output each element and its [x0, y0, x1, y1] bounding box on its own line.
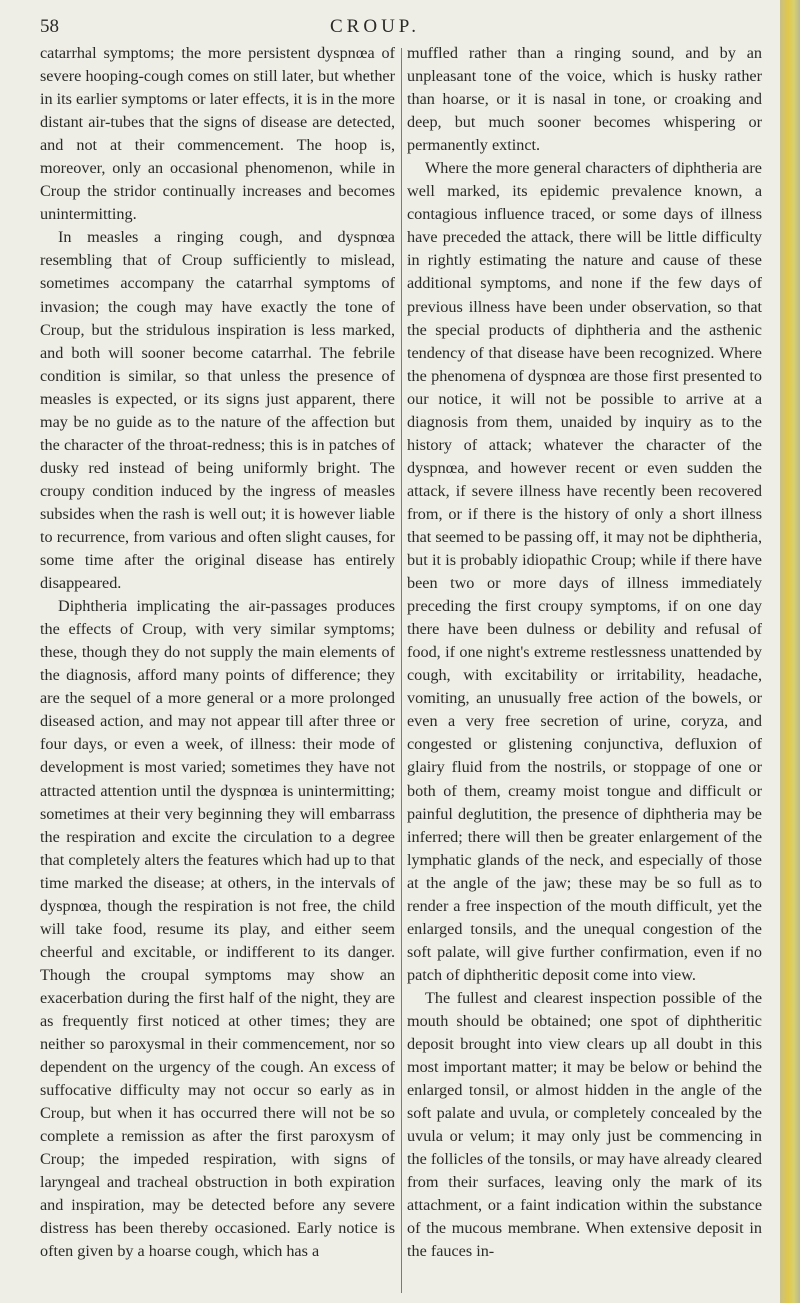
right-column [407, 42, 762, 1297]
right-paragraph: Where the more general characters of diphtheria are well marked, its epidemic prevalence known, a contagious influence traced, or some days of illness have preceded the attack, there will be little difficulty in rightly estimating the nature and cause of these additional symptoms, and none if the few days of previous illness have been under observation, so that the special products of diphtheria and the asthenic tendency of that disease have been recognized. Where the phenomena of dyspnœa are those first presented to our notice, it will not be possible to arrive at a diagnosis from them, unaided by inquiry as to the history of attack; whatever the character of the dyspnœa, and however recent or even sudden the attack, if severe illness have recently been recovered from, or if there is the history of only a short illness that seemed to be passing off, it may not be diphtheria, but it is probably idiopathic Croup; while if there have been two or more days of illness immediately preceding the first croupy symptoms, if on one day there have been dulness or debility and refusal of food, if one night's extreme restlessness unattended by cough, with excitability or irritability, headache, vomiting, an unusually free action of the bowels, or even a very free secretion of urine, coryza, and congested or glistening conjunctiva, defluxion of glairy fluid from the nostrils, or stoppage of one or both of them, creamy moist tongue and difficult or painful deglutition, the presence of diphtheria may be inferred; there will then be greater enlargement of the lymphatic glands of the neck, and especially of those at the angle of the jaw; these may be so full as to render a free inspection of the mouth difficult, yet the enlarged tonsils, and the unequal congestion of the soft palate, will give further confirmation, even if no patch of diphtheritic deposit come into view. [407, 159, 762, 984]
page-edge [780, 0, 800, 1303]
left-paragraph: catarrhal symptoms; the more persistent dyspnœa of severe hooping-cough comes on still later, but whether in its earlier symptoms or later effects, it is in the more distant air-tubes that the signs of disease are detected, and not at their commencement. The hoop is, moreover, only an occasional phenomenon, while in Croup the stridor continually increases and becomes unintermitting. [40, 44, 395, 224]
right-paragraph: The fullest and clearest inspection possible of the mouth should be obtained; one spot of diphtheritic deposit brought into view clears up all doubt in this most important matter; it may be below or behind the enlarged tonsil, or almost hidden in the angle of the soft palate and uvula, or completely concealed by the uvula or velum; it may only just be commencing in the follicles of the tonsils, or may have already cleared from their surfaces, leaving only the mark of its attachment, or a faint indication within the substance of the mucous membrane. When extensive deposit in the fauces in- [407, 988, 762, 1261]
left-paragraph: Diphtheria implicating the air-passages produces the effects of Croup, with very similar symptoms; these, though they do not supply the main elements of the diagnosis, afford many points of difference; they are the sequel of a more general or a more prolonged diseased action, and may not appear till after three or four days, or even a week, of illness: their mode of development is most varied; sometimes they have not attracted attention until the dyspnœa is unintermitting; sometimes at their very beginning they will embarrass the respiration and excite the circulation to a degree that completely alters the features which had up to that time marked the disease; at others, in the intervals of dyspnœa, though the respiration is not free, the child will take food, resume its play, and either seem cheerful and excitable, or indifferent to its danger. Though the croupal symptoms may show an exacerbation during the first half of the night, they are as frequently first noticed at other times; they are neither so paroxysmal in their commencement, nor so dependent on the urgency of the cough. An excess of suffocative difficulty may not occur so early as in Croup, but when it has occurred there will not be so complete a remission as after the first paroxysm of Croup; the impeded respiration, with signs of laryngeal and tracheal obstruction in both expiration and inspiration, may be detected before any severe distress has been thereby occasioned. Early notice is often given by a hoarse cough, which has a [40, 597, 395, 1261]
right-paragraph: muffled rather than a ringing sound, and by an unpleasant tone of the voice, which is husky rather than hoarse, or it is nasal in tone, or croaking and deep, but much sooner becomes whispering or permanently extinct. [407, 44, 762, 155]
left-column [40, 42, 395, 1297]
page-number: 58 [40, 16, 59, 37]
running-head: CROUP. [330, 16, 420, 37]
left-paragraph: In measles a ringing cough, and dyspnœa resembling that of Croup sufficiently to mislead, sometimes accompany the catarrhal symptoms of invasion; the cough may have exactly the tone of Croup, but the stridulous inspiration is less marked, and both will sooner become catarrhal. The febrile condition is similar, so that unless the presence of measles is expected, or its signs just apparent, there may be no guide as to the nature of the affection but the character of the throat-redness; this is in patches of dusky red instead of being uniformly bright. The croupy condition induced by the ingress of measles subsides when the rash is well out; it is however liable to recurrence, from various and often slight causes, for some time after the original disease has entirely disappeared. [40, 228, 395, 593]
column-divider [401, 48, 402, 1293]
